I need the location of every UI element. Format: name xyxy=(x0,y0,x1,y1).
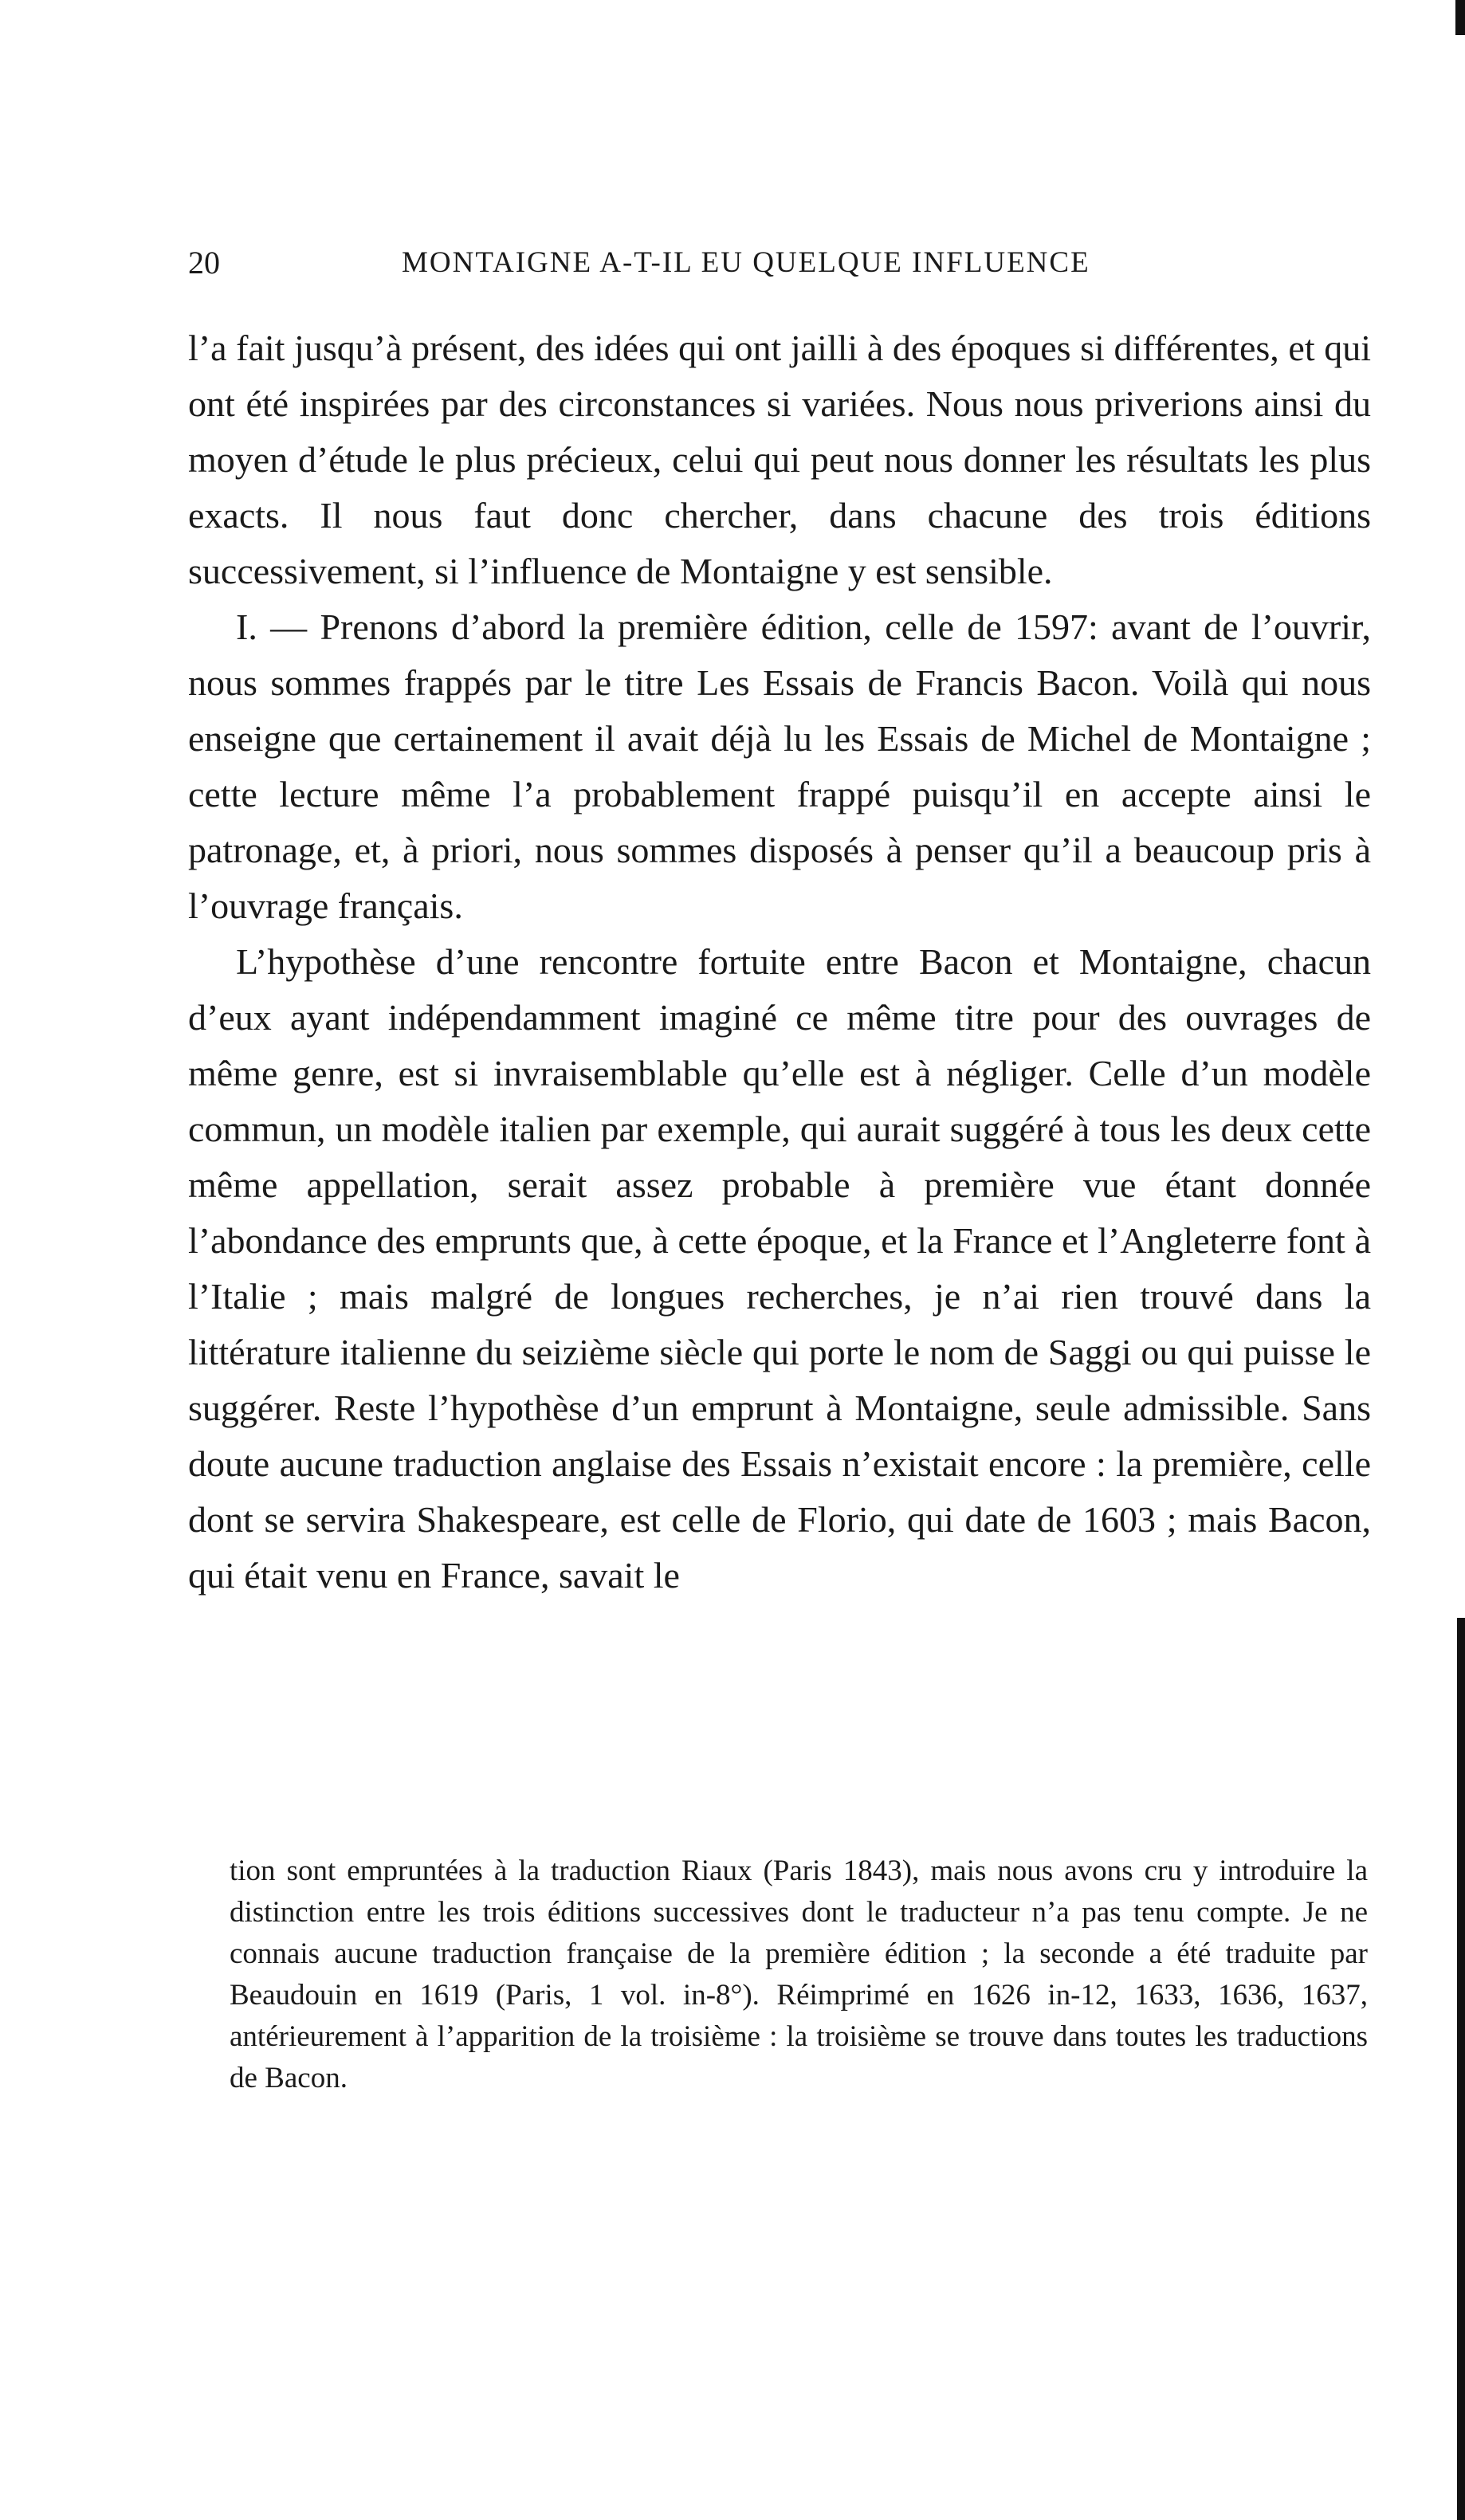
footnote-text: tion sont empruntées à la traduction Riaux (Paris 1843), mais nous avons cru y introduire la distinction entre les trois éditions successives dont le traducteur n’a pas tenu compte. Je ne connais aucune traduction française de la première édition ; la seconde a été traduite par Beaudouin en 1619 (Paris, 1 vol. in-8°). Réimprimé en 1626 in-12, 1633, 1636, 1637, antérieurement à l’apparition de la troisième : la troisième se trouve dans toutes les traductions de Bacon. xyxy=(230,1855,1368,2094)
paragraph-2: I. — Prenons d’abord la première édition, celle de 1597: avant de l’ouvrir, nous sommes frappés par le titre Les Essais de Francis Bacon. Voilà qui nous enseigne que certainement il avait déjà lu les Essais de Michel de Montaigne ; cette lecture même l’a probablement frappé puisqu’il en accepte ainsi le patronage, et, à priori, nous sommes disposés à penser qu’il a beaucoup pris à l’ouvrage français. xyxy=(188,606,1371,926)
paragraph-1: l’a fait jusqu’à présent, des idées qui ont jailli à des époques si différentes, et qui ont été inspirées par des circonstances si variées. Nous nous priverions ainsi du moyen d’étude le plus précieux, celui qui peut nous donner les résultats les plus exacts. Il nous faut donc chercher, dans chacune des trois éditions successivement, si l’influence de Montaigne y est sensible. xyxy=(188,328,1371,591)
body-text xyxy=(188,320,1371,1603)
footnotes xyxy=(230,1851,1368,2099)
page-edge-mark-bottom xyxy=(1457,1618,1465,2520)
running-title: MONTAIGNE A-T-IL EU QUELQUE INFLUENCE xyxy=(402,246,1090,279)
page-number: 20 xyxy=(188,245,220,281)
running-head xyxy=(188,239,1352,287)
page-edge-mark-top xyxy=(1455,0,1465,35)
paragraph-3: L’hypothèse d’une rencontre fortuite entre Bacon et Montaigne, chacun d’eux ayant indépendamment imaginé ce même titre pour des ouvrages de même genre, est si invraisemblable qu’elle est à négliger. Celle d’un modèle commun, un modèle italien par exemple, qui aurait suggéré à tous les deux cette même appellation, serait assez probable à première vue étant donnée l’abondance des emprunts que, à cette époque, et la France et l’Angleterre font à l’Italie ; mais malgré de longues recherches, je n’ai rien trouvé dans la littérature italienne du seizième siècle qui porte le nom de Saggi ou qui puisse le suggérer. Reste l’hypothèse d’un emprunt à Montaigne, seule admissible. Sans doute aucune traduction anglaise des Essais n’existait encore : la première, celle dont se servira Shakespeare, est celle de Florio, qui date de 1603 ; mais Bacon, qui était venu en France, savait le xyxy=(188,941,1371,1596)
